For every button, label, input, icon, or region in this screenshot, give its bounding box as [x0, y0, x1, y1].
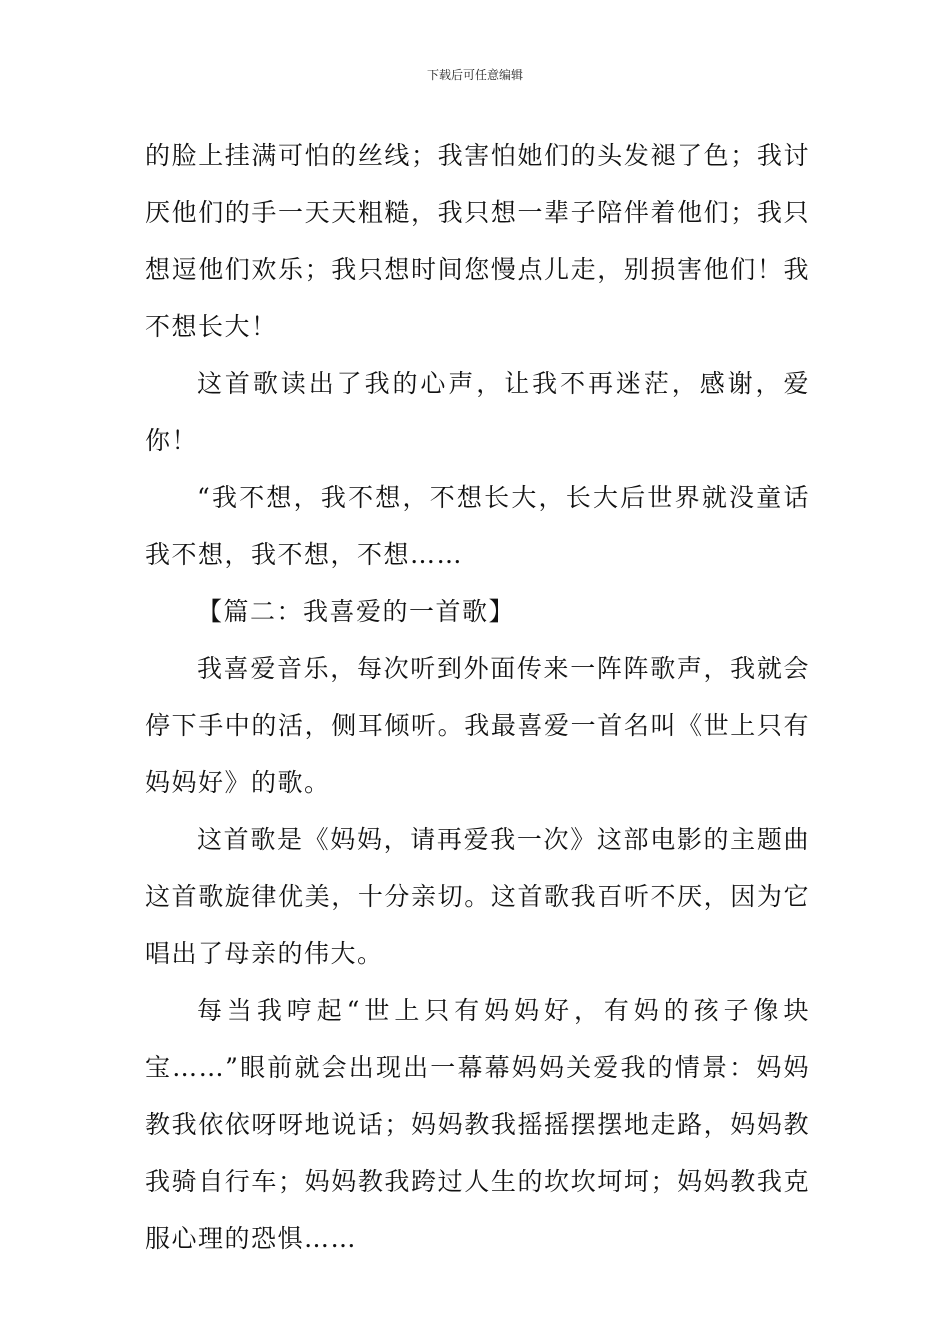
paragraph-continuation: 的脸上挂满可怕的丝线；我害怕她们的头发褪了色；我讨厌他们的手一天天粗糙，我只想一辈子陪伴着他们；我只想逗他们欢乐；我只想时间您慢点儿走，别损害他们！我不想长大！ — [145, 141, 810, 341]
paragraph-love-music: 我喜爱音乐，每次听到外面传来一阵阵歌声，我就会停下手中的活，侧耳倾听。我最喜爱一首名叫《世上只有妈妈好》的歌。 — [145, 654, 810, 797]
page-header-note: 下载后可任意编辑 — [426, 68, 523, 82]
paragraph-heart-voice: 这首歌读出了我的心声，让我不再迷茫，感谢，爱你！ — [145, 369, 810, 455]
paragraph-memories: 每当我哼起“世上只有妈妈好，有妈的孩子像块宝……”眼前就会出现出一幕幕妈妈关爱我的情景：妈妈教我依依呀呀地说话；妈妈教我摇摇摆摆地走路，妈妈教我骑自行车；妈妈教我跨过人生的坎坎坷坷；妈妈教我克服心理的恐惧…… — [145, 996, 810, 1253]
document-body — [145, 127, 810, 1267]
section-heading: 【篇二：我喜爱的一首歌】 — [197, 597, 516, 626]
paragraph-lyrics-quote: “我不想，我不想，不想长大，长大后世界就没童话我不想，我不想，不想…… — [145, 483, 810, 569]
paragraph-theme-song: 这首歌是《妈妈，请再爱我一次》这部电影的主题曲这首歌旋律优美，十分亲切。这首歌我百听不厌，因为它唱出了母亲的伟大。 — [145, 825, 810, 968]
